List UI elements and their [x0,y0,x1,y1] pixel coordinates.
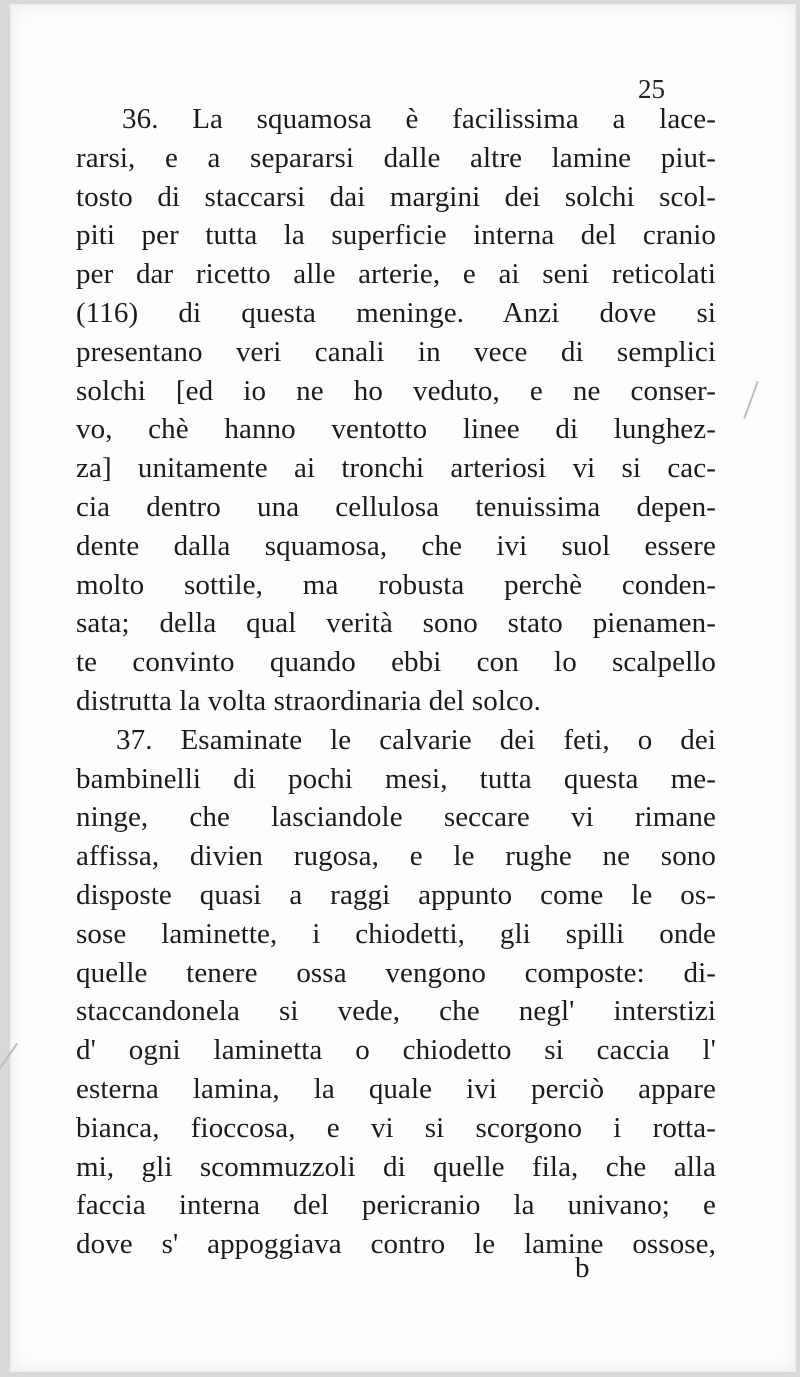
text-line: dente dalla squamosa, che ivi suol essere [76,529,716,562]
text-line: sata; della qual verità sono stato pienamen- [76,607,716,640]
text-line: disposte quasi a raggi appunto come le os- [76,878,716,911]
text-line: bambinelli di pochi mesi, tutta questa me- [76,762,716,795]
text-line: 37. Esaminate le calvarie dei feti, o dei [116,723,716,756]
text-line: per dar ricetto alle arterie, e ai seni reticolati [76,258,716,291]
text-line: molto sottile, ma robusta perchè conden- [76,568,716,601]
text-line: d' ogni laminetta o chiodetto si caccia l' [76,1034,716,1067]
text-line: quelle tenere ossa vengono composte: di- [76,956,716,989]
text-line: piti per tutta la superficie interna del cranio [76,219,716,252]
text-line: solchi [ed io ne ho veduto, e ne conser- [76,374,716,407]
text-line: 36. La squamosa è facilissima a lace- [122,103,716,135]
body-text [76,100,716,1264]
text-line: cia dentro una cellulosa tenuissima depen- [76,490,716,523]
page-number: 25 [638,74,665,104]
text-line: mi, gli scommuzzoli di quelle fila, che alla [76,1150,716,1183]
text-line: distrutta la volta straordinaria del solco. [76,684,541,717]
text-line: presentano veri canali in vece di semplici [76,335,716,368]
text-line: te convinto quando ebbi con lo scalpello [76,646,716,679]
text-line: esterna lamina, la quale ivi perciò appare [76,1072,716,1105]
text-line: tosto di staccarsi dai margini dei solchi scol- [76,180,716,213]
text-line: ninge, che lasciandole seccare vi rimane [76,801,716,834]
text-line: vo, chè hanno ventotto linee di lunghez- [76,413,716,446]
text-line: sose laminette, i chiodetti, gli spilli onde [76,917,716,950]
text-line: dove s' appoggiava contro le lamine ossose, [76,1228,716,1261]
text-line: staccandonela si vede, che negl' interstizi [76,995,716,1028]
text-line: za] unitamente ai tronchi arteriosi vi si cac- [76,452,716,485]
text-line: faccia interna del pericranio la univano; e [76,1189,716,1222]
signature-mark: b [575,1252,590,1284]
book-page [10,4,796,1372]
text-line: (116) di questa meninge. Anzi dove si [76,296,716,329]
text-line: rarsi, e a separarsi dalle altre lamine piut- [76,141,716,174]
text-line: affissa, divien rugosa, e le rughe ne sono [76,840,716,873]
text-line: bianca, fioccosa, e vi si scorgono i rotta- [76,1111,716,1144]
